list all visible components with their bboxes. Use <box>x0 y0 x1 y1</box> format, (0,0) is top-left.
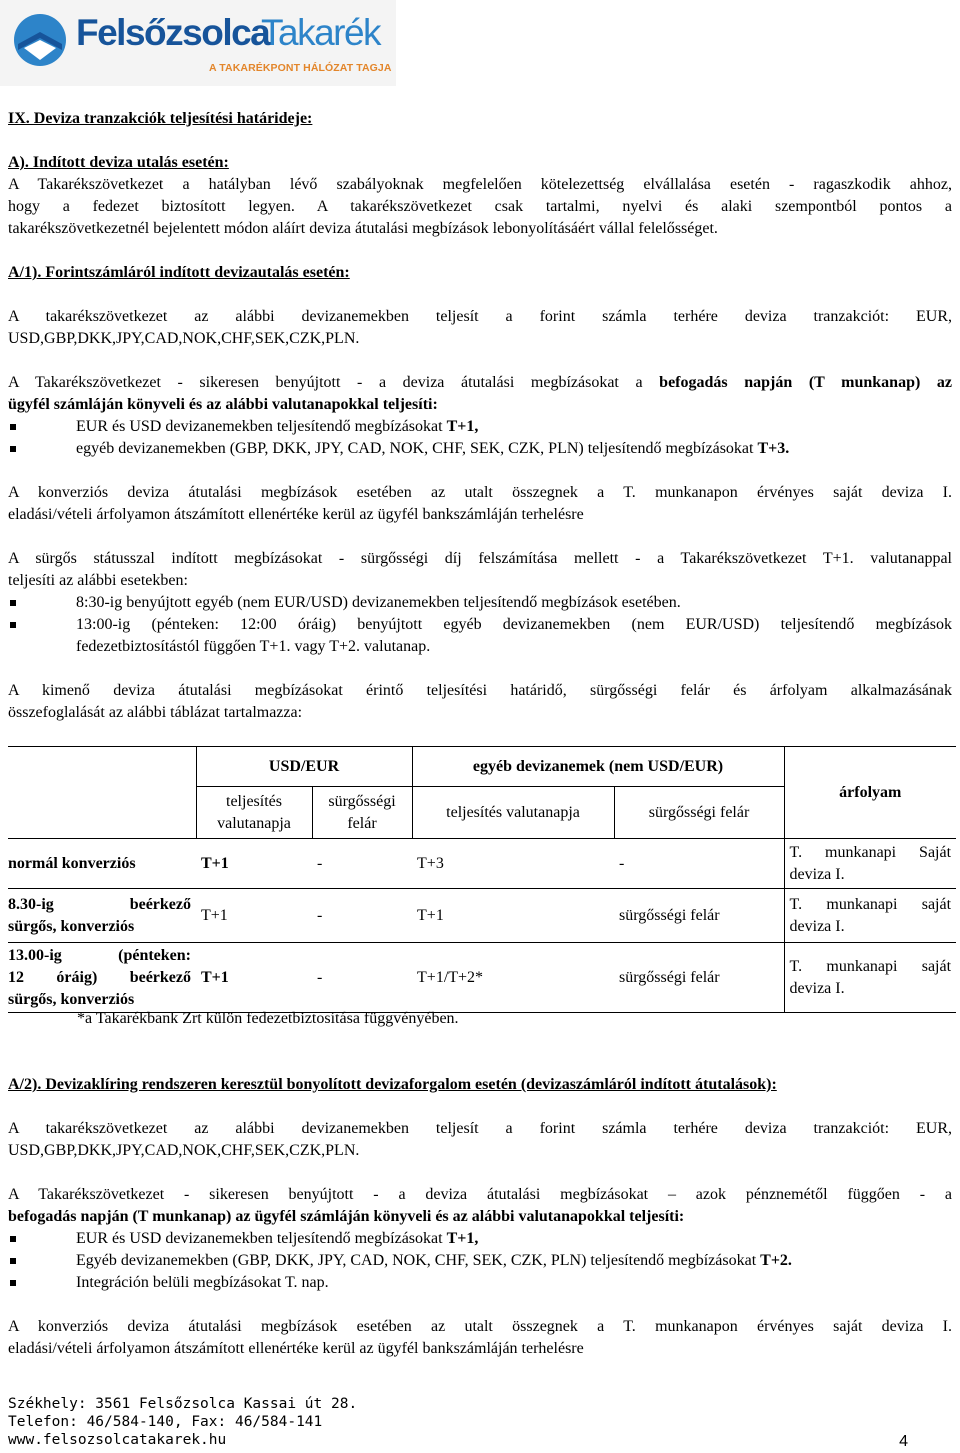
cell-rate: T. munkanapi Saját deviza I. <box>784 839 956 889</box>
section-a-line: hogy a fedezet biztosított legyen. A takarékszövetkezet csak tartalmi, nyelvi és alaki szempontból pontos a <box>8 198 952 215</box>
bullet-square-icon <box>10 424 16 430</box>
section-a2-heading: A/2). Devizaklíring rendszeren keresztül bonyolított devizaforgalom esetén (devizaszámláról indított átutalások): <box>8 1076 777 1093</box>
document-page <box>8 0 952 1453</box>
bullet-square-icon <box>10 1258 16 1264</box>
bullet-square-icon <box>10 446 16 452</box>
cell-other-urgent: - <box>614 839 784 889</box>
footer-phone: Telefon: 46/584-140, Fax: 46/584-141 <box>8 1414 323 1430</box>
a1-urgent-line: A sürgős státusszal indított megbízásokat - sürgősségi díj felszámítása mellett - a Takarékszövetkezet T+1. valutanappal <box>8 550 952 567</box>
table-col-rate: árfolyam <box>784 747 956 839</box>
a1-summary-line: összefoglalását az alábbi táblázat tartalmazza: <box>8 704 303 721</box>
table-sub-other-perf: teljesítés valutanapja <box>412 787 614 839</box>
table-row <box>8 943 956 1013</box>
cell-usd-perf: T+1 <box>196 943 312 1013</box>
table-header-row <box>8 747 956 787</box>
table-group-other: egyéb devizanemek (nem USD/EUR) <box>412 747 784 787</box>
cell-usd-urgent: - <box>312 943 412 1013</box>
cell-rate: T. munkanapi saját deviza I. <box>784 943 956 1013</box>
table-group-usd-eur: USD/EUR <box>196 747 412 787</box>
row-label: 8.30-ig beérkező sürgős, konverziós <box>8 889 196 943</box>
a2-para2-line1: A Takarékszövetkezet - sikeresen benyújtott - a deviza átutalási megbízásokat – azok pénznemétől függően - a <box>8 1186 952 1203</box>
table-corner-cell <box>8 747 196 839</box>
cell-rate: T. munkanapi saját deviza I. <box>784 889 956 943</box>
bullet-square-icon <box>10 600 16 606</box>
a2-para2-line2: befogadás napján (T munkanap) az ügyfél számláján könyveli és az alábbi valutanapokkal teljesíti: <box>8 1208 685 1225</box>
a1-urgent-line: teljesíti az alábbi esetekben: <box>8 572 188 589</box>
cell-other-urgent: sürgősségi felár <box>614 943 784 1013</box>
logo-brand-part2: Takarék <box>261 12 381 53</box>
table-sub-perf: teljesítés valutanapja <box>196 787 312 839</box>
row-label: 13.00-ig (pénteken: 12 óráig) beérkező sürgős, konverziós <box>8 943 196 1013</box>
a2-conv-line: eladási/vételi árfolyamon átszámított ellenértéke kerül az ügyfél bankszámláján terhelésre <box>8 1340 584 1357</box>
a2-intro-line: A takarékszövetkezet az alábbi devizanemekben teljesít a forint számla terhére deviza tranzakciót: EUR, <box>8 1120 952 1137</box>
table-sub-other-urgent: sürgősségi felár <box>614 787 784 839</box>
a1-intro-line: USD,GBP,DKK,JPY,CAD,NOK,CHF,SEK,CZK,PLN. <box>8 330 360 347</box>
cell-other-perf: T+3 <box>412 839 614 889</box>
a2-conv-line: A konverziós deviza átutalási megbízások esetében az utalt összegnek a T. munkanapon érvényes saját deviza I. <box>8 1318 952 1335</box>
a1-conv-line: A konverziós deviza átutalási megbízások esetében az utalt összegnek a T. munkanapon érvényes saját deviza I. <box>8 484 952 501</box>
section-a-heading: A). Indított deviza utalás esetén: <box>8 154 229 171</box>
bullet-square-icon <box>10 1236 16 1242</box>
footer-website[interactable]: www.felsozsolcatakarek.hu <box>8 1432 227 1448</box>
table-footnote: *a Takarékbank Zrt külön fedezetbiztosítása függvényében. <box>77 1010 459 1027</box>
a1-urgent-bullet: 8:30-ig benyújtott egyéb (nem EUR/USD) devizanemekben teljesítendő megbízások esetében. <box>8 592 952 614</box>
a2-bullet: Egyéb devizanemekben (GBP, DKK, JPY, CAD, NOK, CHF, SEK, CZK, PLN) teljesítendő megbízásokat T+2. <box>8 1250 952 1272</box>
a2-bullet: EUR és USD devizanemekben teljesítendő megbízásokat T+1, <box>8 1228 952 1250</box>
a1-conv-line: eladási/vételi árfolyamon átszámított ellenértéke kerül az ügyfél bankszámláján terhelésre <box>8 506 584 523</box>
cell-other-perf: T+1/T+2* <box>412 943 614 1013</box>
a1-para2-line1: A Takarékszövetkezet - sikeresen benyújtott - a deviza átutalási megbízásokat a befogadás napján (T munkanap) az <box>8 374 952 391</box>
cell-usd-urgent: - <box>312 889 412 943</box>
a1-summary-line: A kimenő deviza átutalási megbízásokat érintő teljesítési határidő, sürgősségi felár és árfolyam alkalmazásának <box>8 682 952 699</box>
bullet-square-icon <box>10 1280 16 1286</box>
footer-address: Székhely: 3561 Felsőzsolca Kassai út 28. <box>8 1396 358 1412</box>
page-number: 4 <box>899 1433 908 1450</box>
a2-bullet: Integráción belüli megbízásokat T. nap. <box>8 1272 952 1294</box>
a1-para2-line2: ügyfél számláján könyveli és az alábbi valutanapokkal teljesíti: <box>8 396 438 413</box>
a1-bullet: egyéb devizanemekben (GBP, DKK, JPY, CAD, NOK, CHF, SEK, CZK, PLN) teljesítendő megbízásokat T+3. <box>8 438 952 460</box>
table-row <box>8 839 956 889</box>
table-row <box>8 889 956 943</box>
a1-urgent-bullet: 13:00-ig (pénteken: 12:00 óráig) benyújtott egyéb devizanemekben (nem EUR/USD) teljesítendő megbízások <box>8 614 952 636</box>
logo-tagline: A TAKARÉKPONT HÁLÓZAT TAGJA <box>209 62 392 74</box>
section-title: IX. Deviza tranzakciók teljesítési határideje: <box>8 110 313 127</box>
section-a-line: A Takarékszövetkezet a hatályban lévő szabályoknak megfelelően kötelezettség elvállalása esetén - ragaszkodik ahhoz, <box>8 176 952 193</box>
cell-usd-perf: T+1 <box>196 839 312 889</box>
a1-urgent-bullet-cont: fedezetbiztosítástól függően T+1. vagy T+2. valutanap. <box>76 638 431 655</box>
rates-table <box>8 746 956 1013</box>
cell-other-perf: T+1 <box>412 889 614 943</box>
a1-bullet: EUR és USD devizanemekben teljesítendő megbízásokat T+1, <box>8 416 952 438</box>
logo-brand-part1: Felsőzsolca <box>76 12 270 53</box>
a1-intro-line: A takarékszövetkezet az alábbi devizanemekben teljesít a forint számla terhére deviza tranzakciót: EUR, <box>8 308 952 325</box>
cell-other-urgent: sürgősségi felár <box>614 889 784 943</box>
cell-usd-perf: T+1 <box>196 889 312 943</box>
table-sub-urgent: sürgősségi felár <box>312 787 412 839</box>
row-label: normál konverziós <box>8 839 196 889</box>
bullet-square-icon <box>10 622 16 628</box>
section-a-line: takarékszövetkezetnél bejelentett módon aláírt deviza átutalási megbízások lebonyolításáért vállal felelősséget. <box>8 220 718 237</box>
a2-intro-line: USD,GBP,DKK,JPY,CAD,NOK,CHF,SEK,CZK,PLN. <box>8 1142 360 1159</box>
cell-usd-urgent: - <box>312 839 412 889</box>
section-a1-heading: A/1). Forintszámláról indított devizautalás esetén: <box>8 264 350 281</box>
